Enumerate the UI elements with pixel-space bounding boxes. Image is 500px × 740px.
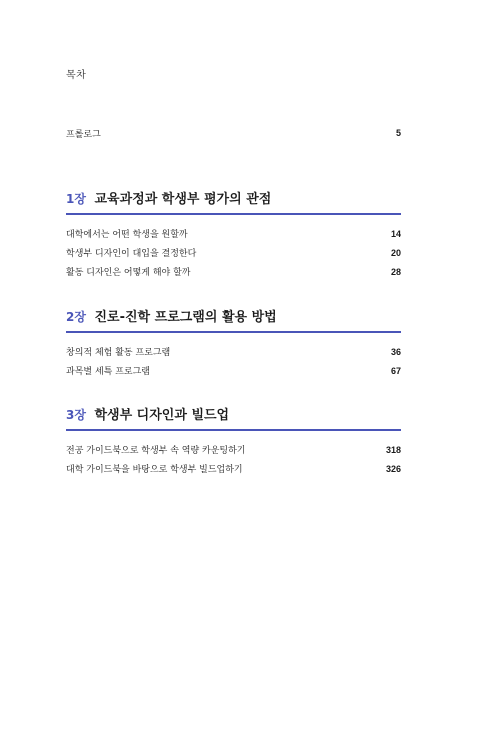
entry-title: 전공 가이드북으로 학생부 속 역량 카운팅하기 <box>66 446 246 456</box>
chapter-heading[interactable] <box>66 306 401 333</box>
toc-entry-prologue[interactable] <box>66 126 401 140</box>
chapter-title: 학생부 디자인과 빌드업 <box>94 408 230 423</box>
entry-page-number: 326 <box>385 463 401 474</box>
entry-title: 과목별 세특 프로그램 <box>66 367 150 377</box>
entry-page-number: 28 <box>390 266 401 277</box>
chapter-number: 3장 <box>66 408 86 422</box>
chapter-heading[interactable] <box>66 188 401 215</box>
entry-page-number: 67 <box>390 365 401 376</box>
chapter-3 <box>66 404 401 478</box>
toc-entry[interactable] <box>66 459 401 478</box>
toc-entry[interactable] <box>66 262 401 281</box>
entry-title: 프롤로그 <box>66 129 101 140</box>
entry-page-number: 20 <box>390 247 401 258</box>
chapter-1 <box>66 188 401 281</box>
chapter-number: 1장 <box>66 192 86 206</box>
chapter-entries <box>66 342 401 380</box>
toc-entry[interactable] <box>66 243 401 262</box>
toc-entry[interactable] <box>66 361 401 380</box>
chapter-entries <box>66 224 401 281</box>
toc-entry[interactable] <box>66 440 401 459</box>
toc-entry[interactable] <box>66 224 401 243</box>
entry-page-number: 318 <box>385 444 401 455</box>
entry-page-number: 14 <box>390 228 401 239</box>
entry-title: 활동 디자인은 어떻게 해야 할까 <box>66 268 191 278</box>
toc-title: 목차 <box>66 70 87 81</box>
entry-page-number: 36 <box>390 346 401 357</box>
entry-page-number: 5 <box>395 128 401 138</box>
chapter-2 <box>66 306 401 380</box>
chapter-title: 진로-진학 프로그램의 활용 방법 <box>94 310 277 325</box>
chapter-title: 교육과정과 학생부 평가의 관점 <box>94 192 272 207</box>
entry-title: 창의적 체험 활동 프로그램 <box>66 348 171 358</box>
entry-title: 대학 가이드북을 바탕으로 학생부 빌드업하기 <box>66 465 243 475</box>
entry-title: 대학에서는 어떤 학생을 원할까 <box>66 230 188 240</box>
toc-entry[interactable] <box>66 342 401 361</box>
chapter-heading[interactable] <box>66 404 401 431</box>
entry-title: 학생부 디자인이 대입을 결정한다 <box>66 249 197 259</box>
chapter-number: 2장 <box>66 310 86 324</box>
chapter-entries <box>66 440 401 478</box>
